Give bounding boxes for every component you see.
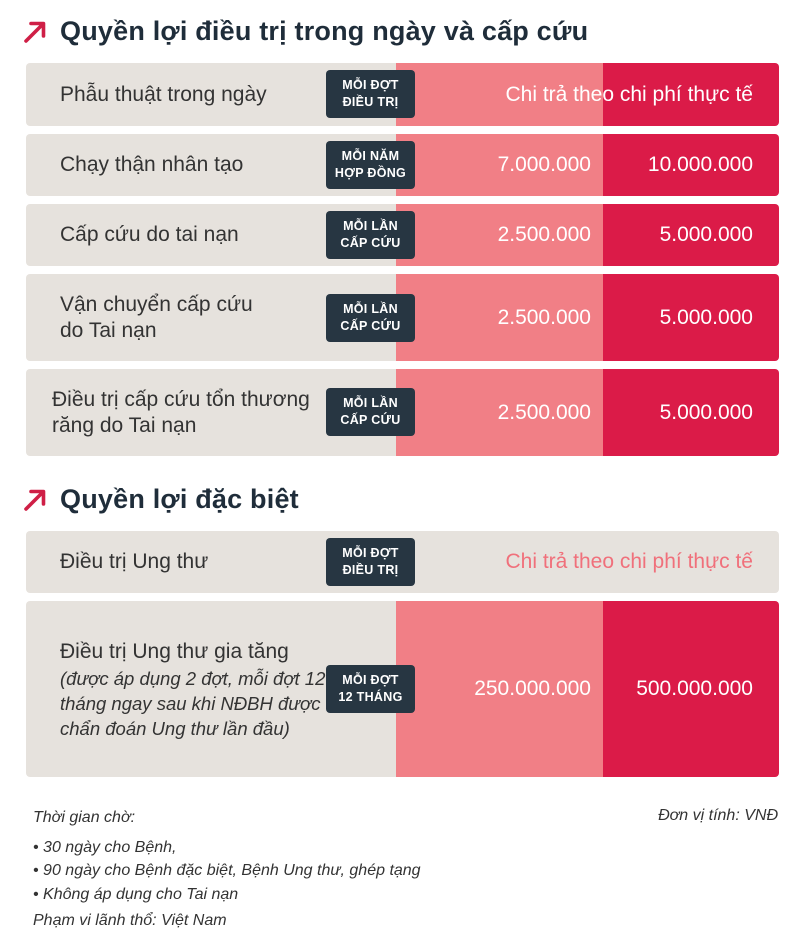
period-badge: MỖI LẦN CẤP CỨU [326,211,415,259]
section-title-text: Quyền lợi đặc biệt [60,484,299,514]
benefit-label: Phẫu thuật trong ngày [26,63,396,126]
benefit-label: Điều trị Ung thư gia tăng (được áp dụng 2 đợt, mỗi đợt 12 tháng ngay sau khi NĐBH được chẩn đoán Ung thư lần đầu) [26,601,396,777]
benefit-value-basic: 2.500.000 [396,274,603,361]
section-title-special [22,484,299,515]
waiting-period-notes [33,806,421,906]
notes-item: • 30 ngày cho Bệnh, [33,838,177,856]
period-badge: MỖI ĐỢT ĐIỀU TRỊ [326,538,415,586]
benefit-value-premium: 5.000.000 [603,274,779,361]
benefit-label: Chạy thận nhân tạo [26,134,396,196]
period-badge: MỖI LẦN CẤP CỨU [326,294,415,342]
notes-item: • Không áp dụng cho Tai nạn [33,885,239,903]
benefit-value-premium: 5.000.000 [603,204,779,266]
benefit-label: Điều trị Ung thư [26,531,396,593]
benefit-value-premium: 10.000.000 [603,134,779,196]
benefit-label: Cấp cứu do tai nạn [26,204,396,266]
benefit-label: Vận chuyển cấp cứu do Tai nạn [26,274,396,361]
territory-scope: Phạm vi lãnh thổ: Việt Nam [33,912,227,929]
section-title-treatment [22,16,588,47]
notes-item: • 90 ngày cho Bệnh đặc biệt, Bệnh Ung thư, ghép tạng [33,862,421,879]
arrow-up-right-icon [22,487,48,513]
benefit-value-premium: 5.000.000 [603,369,779,456]
benefit-value-basic: 2.500.000 [396,369,603,456]
benefit-label: Điều trị cấp cứu tổn thương răng do Tai nạn [26,369,396,456]
period-badge: MỖI ĐỢT 12 THÁNG [326,665,415,713]
benefit-value-basic: 7.000.000 [396,134,603,196]
benefit-value-actual-cost: Chi trả theo chi phí thực tế [505,550,753,573]
currency-unit: Đơn vị tính: VNĐ [658,807,778,824]
benefit-value-basic: 2.500.000 [396,204,603,266]
period-badge: MỖI LẦN CẤP CỨU [326,388,415,436]
period-badge: MỖI NĂM HỢP ĐỒNG [326,141,415,189]
section-title-text: Quyền lợi điều trị trong ngày và cấp cứu [60,16,589,46]
benefit-value-actual-cost: Chi trả theo chi phí thực tế [505,82,753,106]
arrow-up-right-icon [22,19,48,45]
notes-heading: Thời gian chờ: [33,809,136,826]
benefit-value-basic: 250.000.000 [396,601,603,777]
benefit-value-premium: 500.000.000 [603,601,779,777]
period-badge: MỖI ĐỢT ĐIỀU TRỊ [326,70,415,118]
